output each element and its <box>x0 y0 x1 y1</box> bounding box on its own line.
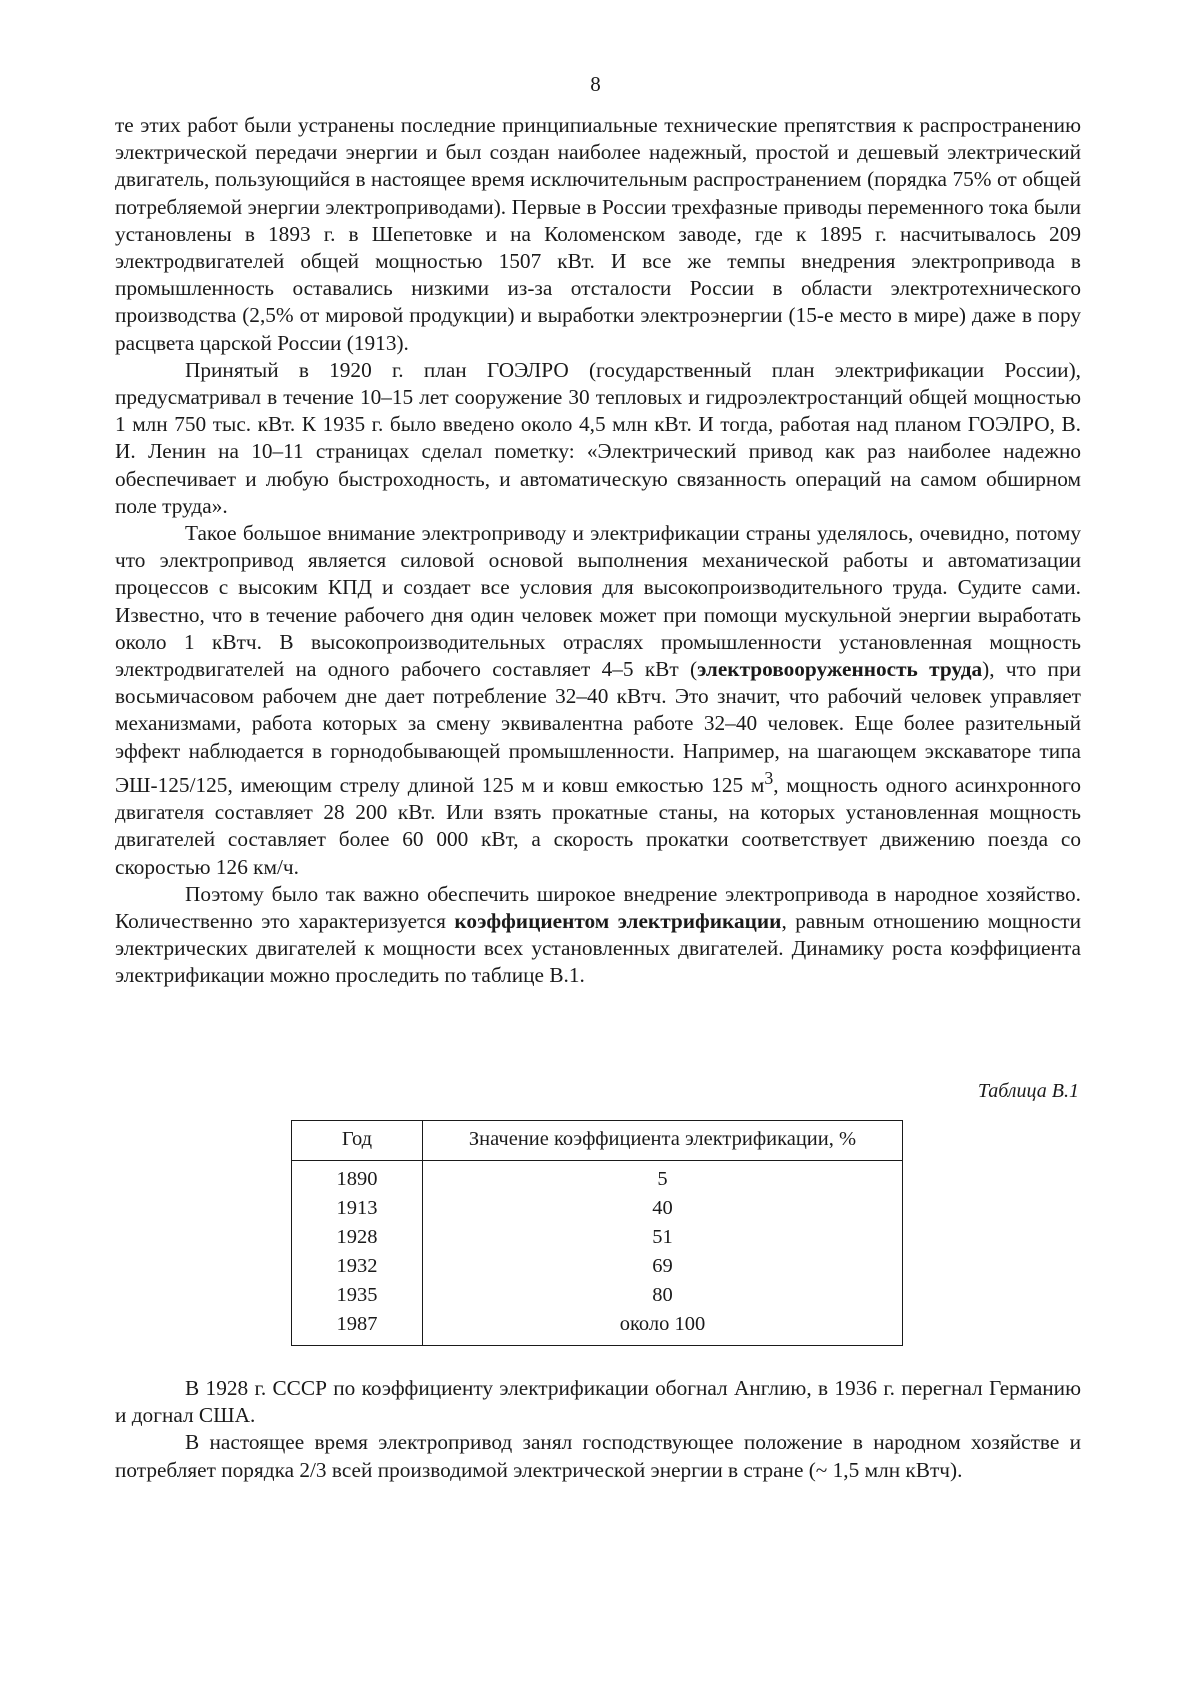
paragraph-4 <box>115 881 1081 990</box>
table-row <box>292 1281 903 1310</box>
paragraph-3 <box>115 520 1081 881</box>
cell-year: 1890 <box>292 1161 423 1195</box>
cell-value: 5 <box>423 1161 903 1195</box>
paragraph-1: те этих работ были устранены последние принципиальные технические препятствия к распространению электрической передачи энергии и был создан наиболее надежный, простой и дешевый электрический двигатель, пользующийся в настоящее время исключительным распространением (порядка 75% от общей потребляемой энергии электроприводами). Первые в России трехфазные приводы переменного тока были установлены в 1893 г. в Шепетовке и на Коломенском заводе, где к 1895 г. насчитывалось 209 электродвигателей общей мощностью 1507 кВт. И все же темпы внедрения электропривода в промышленность оставались низкими из-за отсталости России в области электротехнического производства (2,5% от мировой продукции) и выработки электроэнергии (15-е место в мире) даже в пору расцвета царской России (1913). <box>115 113 1081 355</box>
term-electro-armament: электровооруженность труда <box>697 657 983 682</box>
paragraph-6: В настоящее время электропривод занял господствующее положение в народном хозяйстве и потребляет порядка 2/3 всей производимой электрической энергии в стране (~ 1,5 млн кВтч). <box>115 1430 1081 1482</box>
table-row <box>292 1310 903 1346</box>
paragraph-2: Принятый в 1920 г. план ГОЭЛРО (государственный план электрификации России), предусматривал в течение 10–15 лет сооружение 30 тепловых и гидроэлектростанций общей мощностью 1 млн 750 тыс. кВт. К 1935 г. было введено около 4,5 млн кВт. И тогда, работая над планом ГОЭЛРО, В. И. Ленин на 10–11 страницах сделал пометку: «Электрический привод как раз наиболее надежно обеспечивает и любую быстроходность, и автоматическую связанность операций на самом обширном поле труда». <box>115 357 1081 518</box>
cell-year: 1935 <box>292 1281 423 1310</box>
header-year: Год <box>292 1121 423 1161</box>
cell-value: 51 <box>423 1223 903 1252</box>
paragraph-4-text-b: , равным отношению мощности электрических двигателей к мощности всех установленных двигателей. Динамику роста коэффициента электрификации можно проследить по таблице В.1. <box>115 908 1082 988</box>
table-caption: Таблица В.1 <box>977 1080 1079 1102</box>
cell-year: 1913 <box>292 1194 423 1223</box>
cell-value: 40 <box>423 1194 903 1223</box>
paragraph-4-text-a: Поэтому было так важно обеспечить широкое внедрение электропривода в народное хозяйство. Количественно это характеризуется <box>115 881 1081 933</box>
table-row <box>292 1252 903 1281</box>
cell-year: 1932 <box>292 1252 423 1281</box>
paragraph-3-text-b: ), что при восьмичасовом рабочем дне дает потребление 32–40 кВтч. Это значит, что рабочий человек управляет механизмами, работа которых за смену эквивалентна работе 32–40 человек. Еще более разительный эффект наблюдается в горнодобывающей промышленности. Например, на шагающем экскаваторе типа ЭШ-125/125, имеющим стрелу длиной 125 м и ковш емкостью 125 м <box>115 657 1081 797</box>
table-header-row <box>292 1121 903 1161</box>
cell-value: около 100 <box>423 1310 903 1346</box>
superscript-cubed: 3 <box>764 767 774 788</box>
paragraph-3-text-a: Такое большое внимание электроприводу и электрификации страны уделялось, очевидно, потому что электропривод является силовой основой выполнения механической работы и автоматизации процессов с высоким КПД и создает все условия для высокопроизводительного труда. Судите сами. Известно, что в течение рабочего дня один человек может при помощи мускульной энергии выработать около 1 кВтч. В высокопроизводительных отраслях промышленности установленная мощность электродвигателей на одного рабочего составляет 4–5 кВт ( <box>115 521 1081 682</box>
closing-text <box>115 1375 1081 1484</box>
table-row <box>292 1161 903 1195</box>
body-text <box>115 112 1081 990</box>
term-electrification-coefficient: коэффициентом электрификации <box>454 908 782 933</box>
paragraph-5: В 1928 г. СССР по коэффициенту электрификации обогнал Англию, в 1936 г. перегнал Германию и догнал США. <box>115 1376 1081 1428</box>
page-number: 8 <box>590 72 601 96</box>
cell-value: 80 <box>423 1281 903 1310</box>
electrification-table <box>291 1120 903 1346</box>
header-value: Значение коэффициента электрификации, % <box>423 1121 903 1161</box>
cell-year: 1987 <box>292 1310 423 1346</box>
paragraph-3-text-c: , мощность одного асинхронного двигателя составляет 28 200 кВт. Или взять прокатные станы, на которых установленная мощность двигателей составляет более 60 000 кВт, а скорость прокатки соответствует движению поезда со скоростью 126 км/ч. <box>115 772 1081 879</box>
table-row <box>292 1194 903 1223</box>
cell-value: 69 <box>423 1252 903 1281</box>
cell-year: 1928 <box>292 1223 423 1252</box>
table-row <box>292 1223 903 1252</box>
